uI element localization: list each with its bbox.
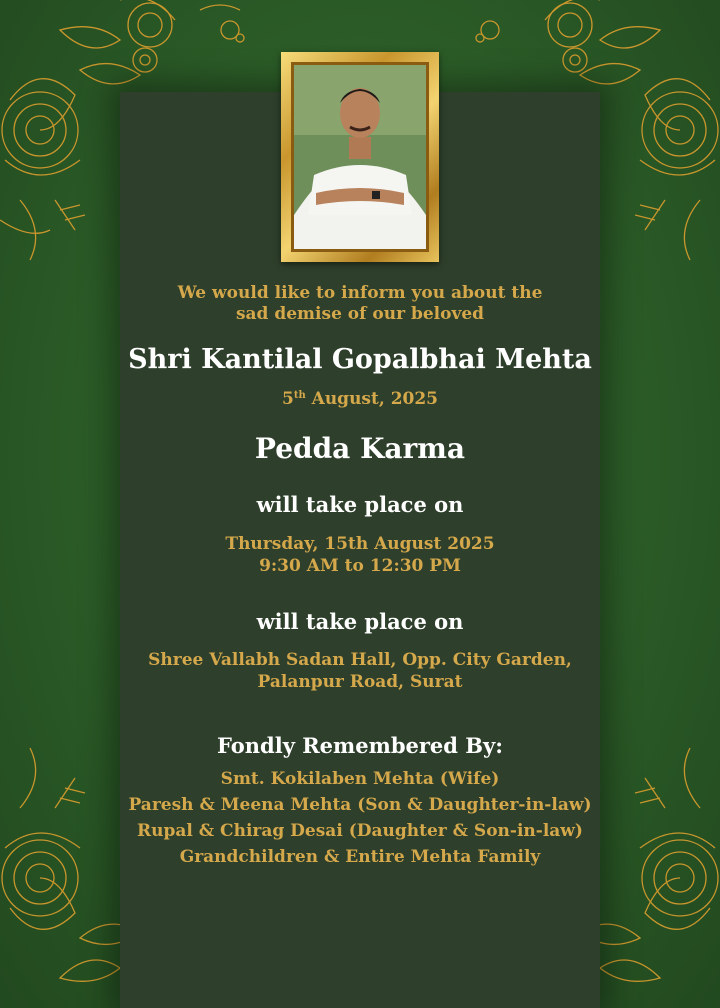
intro-line-1: We would like to inform you about the (177, 283, 543, 303)
deceased-name: Shri Kantilal Gopalbhai Mehta (128, 344, 592, 375)
venue-line-2: Palanpur Road, Surat (257, 672, 463, 692)
intro-text (120, 283, 600, 325)
demise-date (120, 385, 600, 410)
photo-frame (281, 52, 439, 262)
remembered-heading: Fondly Remembered By: (217, 733, 503, 758)
event-time: 9:30 AM to 12:30 PM (259, 556, 461, 576)
event-title: Pedda Karma (254, 432, 466, 465)
family-member: Rupal & Chirag Desai (Daughter & Son-in-law) (137, 821, 583, 841)
venue-line-1: Shree Vallabh Sadan Hall, Opp. City Garden, (148, 650, 572, 670)
family-member: Grandchildren & Entire Mehta Family (179, 847, 541, 867)
take-place-label-1: will take place on (256, 492, 464, 517)
portrait-photo (291, 62, 429, 252)
event-date: Thursday, 15th August 2025 (225, 534, 495, 554)
venue-address (120, 649, 600, 693)
date-day: 5 (281, 389, 294, 409)
date-rest: August, 2025 (305, 389, 439, 409)
family-member: Paresh & Meena Mehta (Son & Daughter-in-law) (128, 795, 592, 815)
intro-line-2: sad demise of our beloved (235, 304, 485, 324)
date-suffix: th (293, 390, 306, 401)
family-member: Smt. Kokilaben Mehta (Wife) (220, 769, 500, 789)
event-datetime (120, 533, 600, 577)
family-list (120, 766, 600, 870)
take-place-label-2: will take place on (256, 609, 464, 634)
